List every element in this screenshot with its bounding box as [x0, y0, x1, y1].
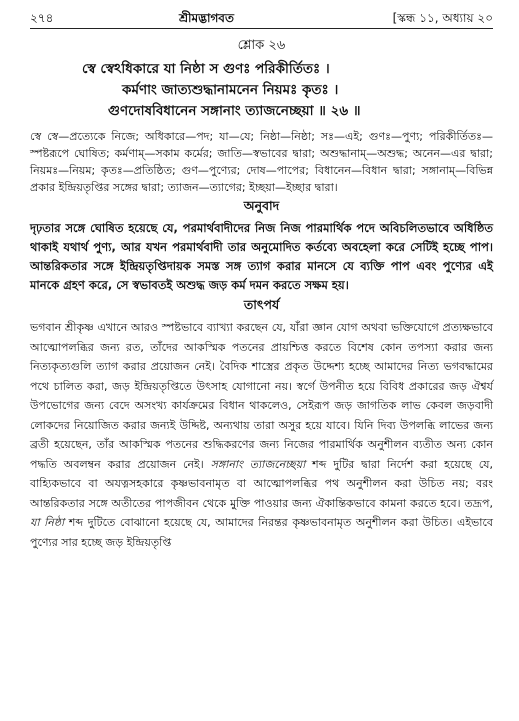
sanskrit-verse	[30, 59, 493, 122]
verse-line: গুণদোষবিধানেন সঙ্গানাং ত্যাজনেচ্ছয়া ॥ ২৬ ॥	[108, 103, 361, 119]
purport-text	[30, 318, 493, 552]
running-header	[30, 10, 493, 29]
translation-text: দৃঢ়তার সঙ্গে ঘোষিত হয়েছে যে, পরমার্থবাদীদের নিজ নিজ পারমার্থিক পদে অবিচলিতভাবে অধিষ্ঠিত থাকাই যথার্থ পুণ্য, আর যখন পরমার্থবাদী তার অনুমোদিত কর্তব্যে অবহেলা করে সেটিই হচ্ছে পাপ। আন্তরিকতার সঙ্গে ইন্দ্রিয়তৃপ্তিদায়ক সমস্ত সঙ্গ ত্যাগ করার মানসে যে ব্যক্তি পাপ এবং পুণ্যের এই মানকে গ্রহণ করে, সে স্বভাবতই অশুদ্ধ জড় কর্ম দমন করতে সক্ষম হয়।	[30, 221, 493, 292]
translation-heading: অনুবাদ	[243, 198, 280, 213]
purport-heading: তাৎপর্য	[243, 297, 280, 312]
page-number: ২৭৪	[30, 11, 54, 25]
word-synonyms: স্বে স্বে—প্রত্যেকে নিজে; অধিকারে—পদ; যা—যে; নিষ্ঠা—নিষ্ঠা; সঃ—এই; গুণঃ—পুণ্য; পরিকীর্তিতঃ—স্পষ্টরূপে ঘোষিত; কর্মণাম্—সকাম কর্মের; জাতি—স্বভাবের দ্বারা; অশুদ্ধানাম্—অশুদ্ধ; অনেন—এর দ্বারা; নিয়মঃ—নিয়ম; কৃতঃ—প্রতিষ্ঠিত; গুণ—পুণ্যের; দোষ—পাপের; বিধানেন—বিধান দ্বারা; সঙ্গানাম্—বিভিন্ন প্রকার ইন্দ্রিয়তৃপ্তির সঙ্গের দ্বারা; ত্যাজন—ত্যাগের; ইচ্ছয়া—ইচ্ছার দ্বারা।	[30, 130, 493, 194]
purport-segment: শব্দ দুটিতে বোঝানো হয়েছে যে, আমাদের নিরন্তর কৃষ্ণভাবনামৃত অনুশীলন করা উচিত। এইভাবে পুণ্যের সার হচ্ছে জড় ইন্দ্রিয়তৃপ্তি	[30, 516, 493, 549]
purport-segment: ভগবান শ্রীকৃষ্ণ এখানে আরও স্পষ্টভাবে ব্যাখ্যা করছেন যে, যাঁরা জ্ঞান যোগ অথবা ভক্তিযোগে প্রত্যক্ষভাবে আত্মোপলব্ধির জন্য রত, তাঁদের আকস্মিক পতনের প্রায়শ্চিত্ত করতে বিশেষ কোন তপস্যা করার জন্য নিত্যকৃত্যগুলি ত্যাগ করার প্রয়োজন নেই। বৈদিক শাস্ত্রের প্রকৃত উদ্দেশ্য হচ্ছে আমাদের নিত্য ভগবদ্ধামের পথে চালিত করা, জড় ইন্দ্রিয়তৃপ্তিতে উৎসাহ যোগানো নয়। স্বর্গে উপনীত হয়ে বিবিধ প্রকারের জড় ঐশ্বর্য উপভোগের জন্য বেদে অসংখ্য কার্যক্রমের বিধান থাকলেও, সেইরূপ জড় জাগতিক লাভ কেবল জড়বাদী লোকদের নিয়োজিত করার জন্যই উদ্দিষ্ট, অন্যথায় তারা অসুর হয়ে যাবে। যিনি দিব্য উপলব্ধি লাভের জন্য ব্রতী হয়েছেন, তাঁর আকস্মিক পতনের শুদ্ধিকরণের জন্য নিজের পারমার্থিক অনুশীলন ব্যতীত অন্য কোন পদ্ধতি অবলম্বন করার প্রয়োজন নেই।	[30, 321, 493, 471]
purport-italic-term: সঙ্গানাং ত্যাজনেচ্ছয়া	[210, 457, 306, 471]
purport-italic-term: যা নিষ্ঠা	[30, 516, 65, 529]
chapter-reference: [স্কন্ধ ১১, অধ্যায় ২০	[392, 11, 493, 25]
verse-number: শ্লোক ২৬	[237, 38, 286, 53]
verse-line: কর্মণাং জাত্যশুদ্ধানামনেন নিয়মঃ কৃতঃ ।	[122, 82, 339, 98]
verse-line: স্বে স্বেঽধিকারে যা নিষ্ঠা স গুণঃ পরিকীর্তিতঃ ।	[82, 61, 330, 77]
book-title: শ্রীমদ্ভাগবত	[178, 11, 234, 25]
purport-segment: শব্দ দুটির দ্বারা নির্দেশ করা হয়েছে যে, বাহ্যিকভাবে বা অযত্নসহকারে কৃষ্ণভাবনামৃত বা আত্মোপলব্ধির পথ অনুশীলন করা উচিত নয়; বরং আন্তরিকতার সঙ্গে অতীতের পাপজীবন থেকে মুক্তি পাওয়ার জন্য ঐকান্তিকভাবে কামনা করতে হবে। তদ্রূপ,	[30, 457, 494, 510]
